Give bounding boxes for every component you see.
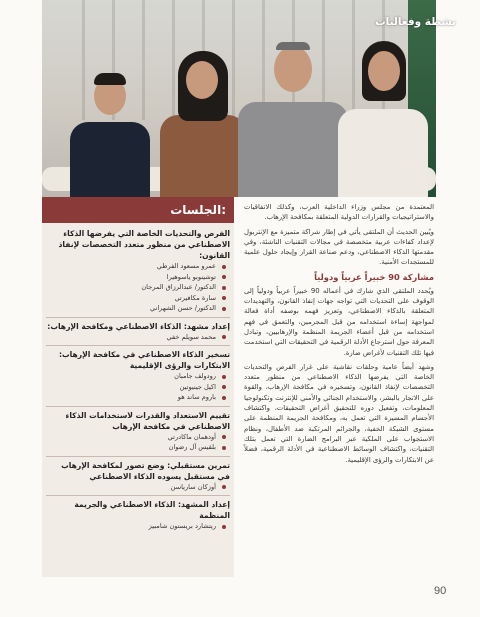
speaker-name: اكيل جينيوتين xyxy=(46,382,230,393)
divider xyxy=(46,406,230,407)
sessions-panel xyxy=(42,197,234,577)
session-group xyxy=(46,321,230,343)
speaker-name: باروم ساند هو xyxy=(46,392,230,403)
article-paragraph: ويُبين الحديث أن الملتقى يأتي في إطار شراكة متميزة مع الإنتربول لإعداد كفاءات عربية متخصصة في مجالات التقنيات الناشئة، وفي مقدمتها الذكاء الاصطناعي، ودعم صناعة القرار وإيجاد حلول علمية للمستجدات الأمنية. xyxy=(244,227,434,267)
speaker-name: رودولف جامبان xyxy=(46,371,230,382)
session-title: إعداد مشهد: الذكاء الاصطناعي ومكافحة الإرهاب: xyxy=(47,321,230,331)
session-title: تقييم الاستعداد والقدرات لاستخدامات الذكاء الاصطناعي في مكافحة الإرهاب xyxy=(65,410,230,431)
speaker-name: سارة مكافيرتي xyxy=(46,293,230,304)
speaker-name: محمد سويلم خفي xyxy=(46,332,230,343)
sessions-list xyxy=(46,225,230,532)
speaker-name: الدكتور/ حسن الشهراني xyxy=(46,303,230,314)
session-title: الفرص والتحديات الخاصة التي يفرضها الذكاء الاصطناعي من منظور متعدد التخصصات لإنفاذ القانون: xyxy=(58,229,230,260)
session-group xyxy=(46,410,230,453)
session-title: إعداد المشهد: الذكاء الاصطناعي والجريمة المنظمة xyxy=(74,500,230,520)
article-subheading: مشاركة 90 خبيراً عربياً ودولياً xyxy=(314,271,434,282)
page-number: 90 xyxy=(434,585,447,597)
speaker-name: أوزكان سارياسن xyxy=(46,482,230,493)
divider xyxy=(46,495,230,496)
article-paragraph: المعتمدة من مجلس وزراء الداخلية العرب، وكذلك الاتفاقيات والاستراتيجيات والقرارات الدولية المتعلقة بمكافحة الإرهاب. xyxy=(244,203,434,222)
speaker-name: توشينوبو ياسوهيرا xyxy=(46,272,230,283)
divider xyxy=(46,456,230,457)
session-title: تمرين مستقبلي: وضع تصور لمكافحة الإرهاب في مستقبل يسوده الذكاء الاصطناعي xyxy=(61,460,230,481)
session-group xyxy=(46,349,230,403)
speaker-name: ريتشارد بريستون شامبيز xyxy=(46,521,230,532)
session-group xyxy=(46,228,230,314)
article-body xyxy=(244,202,434,469)
speaker-name: بلقيس آل رضوان xyxy=(46,442,230,453)
divider xyxy=(46,345,230,346)
session-group xyxy=(46,460,230,493)
speaker-name: الدكتور/ عبدالرزاق المرجان xyxy=(46,282,230,293)
sessions-heading: الجلسات: xyxy=(42,197,234,223)
article-paragraph: ويُحدد الملتقى الذي شارك في أعماله 90 خبيراً عربياً ودولياً إلى الوقوف على التحديات التي تواجه جهات إنفاذ القانون، والتهديدات المتعلقة بالذكاء الاصطناعي، وتعزيز فهمه بوصفه أداة فعالة لمواجهة إساءة استخدامه من قبل المجرمين، والتعمق في فهم استخدامه من قبل أعضاء الجريمة المنظمة والإرهابيين، وتبادل المعرفة حول استرجاع الأدلة الرقمية في التحقيقات التي استخدمت فيها تلك التقنيات لأغراض ضارة. xyxy=(244,286,434,357)
speaker-name: أودهمان ماكادرتي xyxy=(46,432,230,443)
divider xyxy=(46,317,230,318)
section-tag: نشطة وفعاليات xyxy=(375,16,456,28)
speaker-name: عمرو مسعود الفرطي xyxy=(46,261,230,272)
article-paragraph: وشهد أيضاً عامية وحلقات نقاشية على غرار الفرص والتحديات الخاصة التي يفرضها الذكاء الاصطناعي من منظور متعدد التخصصات لإنفاذ القانون، وتسخيره في مكافحة الإرهاب، والقوة على الاتجار بالبشر، والاستخدام الجنائي والأمني للإنترنت وتكنولوجيا المعلومات، وتفعيل دوره للتحقيق أغراض التحقيقات، واكتشاف الأجسام المسيرة التي تعمل به، ومكافحة الجريمة المنظمة على مستوى الشبكة الخفية، والجرائم المرتكبة ضد الأطفال، ونظام الاستجواب على الملكية عبر البرامج الضارة التي تعمل بتلك التقنيات، واكتشاف الوسائط الاصطناعية في الأدلة الرقمية، فضلاً عن الابتكارات والرؤى الإقليمية. xyxy=(244,362,434,464)
session-group xyxy=(46,499,230,532)
session-title: تسخير الذكاء الاصطناعي في مكافحة الإرهاب: الابتكارات والرؤى الإقليمية xyxy=(59,350,230,370)
